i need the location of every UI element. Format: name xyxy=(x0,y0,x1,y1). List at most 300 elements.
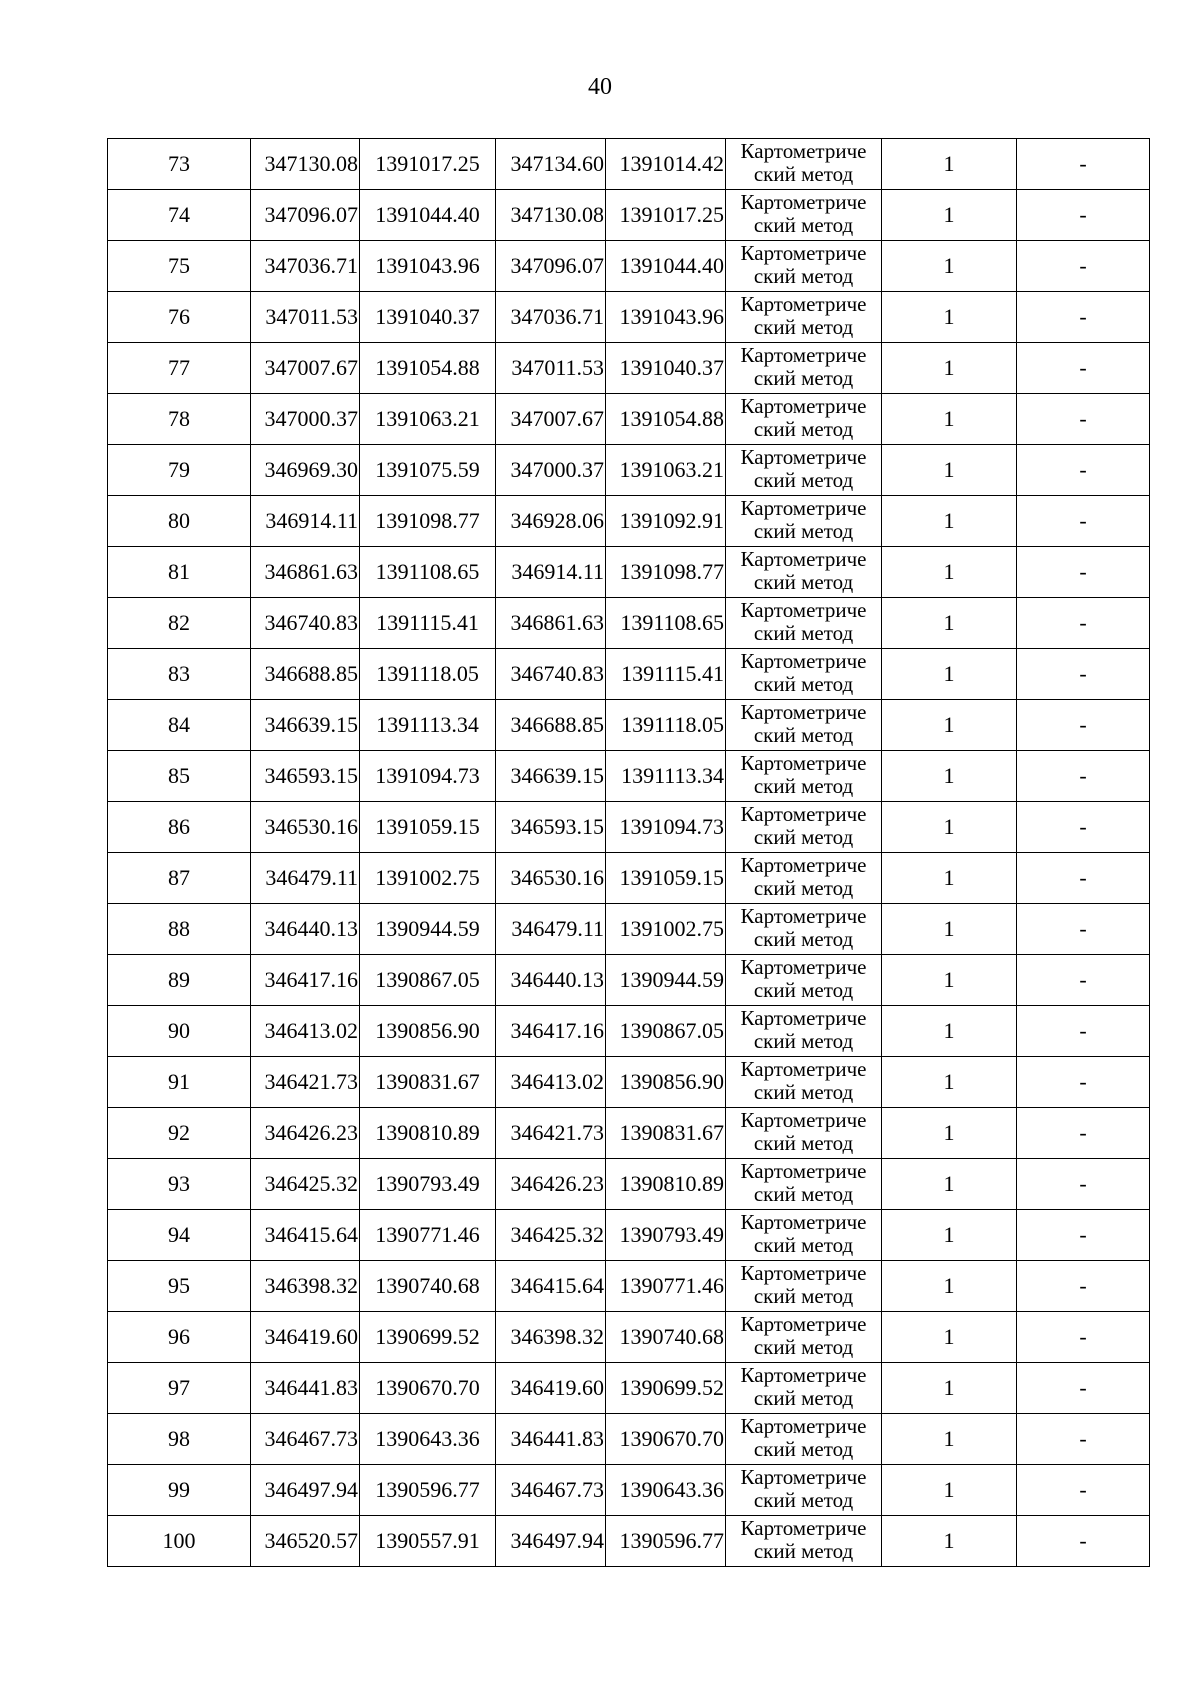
table-body xyxy=(108,139,1150,1567)
prev-y-coordinate-cell: 1390670.70 xyxy=(606,1414,726,1465)
accuracy-cell: 1 xyxy=(882,1516,1017,1567)
point-number-cell: 91 xyxy=(108,1057,251,1108)
method-line-1: Картометриче xyxy=(740,802,867,826)
point-number-cell: 98 xyxy=(108,1414,251,1465)
accuracy-cell: 1 xyxy=(882,904,1017,955)
prev-y-coordinate-cell: 1391014.42 xyxy=(606,139,726,190)
y-coordinate-cell: 1391118.05 xyxy=(360,649,496,700)
y-coordinate-cell: 1391075.59 xyxy=(360,445,496,496)
prev-y-coordinate-cell: 1391054.88 xyxy=(606,394,726,445)
method-cell xyxy=(726,445,882,496)
prev-x-coordinate-cell: 347007.67 xyxy=(496,394,606,445)
method-line-2: ский метод xyxy=(753,213,854,237)
table-row xyxy=(108,1465,1150,1516)
method-line-2: ский метод xyxy=(753,621,854,645)
x-coordinate-cell: 346421.73 xyxy=(251,1057,360,1108)
method-cell xyxy=(726,1312,882,1363)
method-line-2: ский метод xyxy=(753,519,854,543)
prev-x-coordinate-cell: 346413.02 xyxy=(496,1057,606,1108)
prev-y-coordinate-cell: 1390810.89 xyxy=(606,1159,726,1210)
prev-x-coordinate-cell: 346914.11 xyxy=(496,547,606,598)
y-coordinate-cell: 1391059.15 xyxy=(360,802,496,853)
prev-y-coordinate-cell: 1391098.77 xyxy=(606,547,726,598)
x-coordinate-cell: 346413.02 xyxy=(251,1006,360,1057)
method-line-1: Картометриче xyxy=(740,1261,867,1285)
method-line-2: ский метод xyxy=(753,315,854,339)
x-coordinate-cell: 347011.53 xyxy=(251,292,360,343)
y-coordinate-cell: 1390793.49 xyxy=(360,1159,496,1210)
method-cell xyxy=(726,751,882,802)
prev-y-coordinate-cell: 1391017.25 xyxy=(606,190,726,241)
note-cell: - xyxy=(1017,547,1150,598)
accuracy-cell: 1 xyxy=(882,1465,1017,1516)
prev-x-coordinate-cell: 346419.60 xyxy=(496,1363,606,1414)
method-line-1: Картометриче xyxy=(740,853,867,877)
table-row xyxy=(108,598,1150,649)
method-line-1: Картометриче xyxy=(740,1465,867,1489)
method-line-2: ский метод xyxy=(753,570,854,594)
method-line-1: Картометриче xyxy=(740,955,867,979)
x-coordinate-cell: 346914.11 xyxy=(251,496,360,547)
note-cell: - xyxy=(1017,1261,1150,1312)
method-line-1: Картометриче xyxy=(740,190,867,214)
prev-x-coordinate-cell: 346421.73 xyxy=(496,1108,606,1159)
x-coordinate-cell: 346440.13 xyxy=(251,904,360,955)
method-line-2: ский метод xyxy=(753,366,854,390)
table-row xyxy=(108,496,1150,547)
y-coordinate-cell: 1390740.68 xyxy=(360,1261,496,1312)
method-cell xyxy=(726,1414,882,1465)
prev-x-coordinate-cell: 346441.83 xyxy=(496,1414,606,1465)
prev-x-coordinate-cell: 346398.32 xyxy=(496,1312,606,1363)
prev-x-coordinate-cell: 347134.60 xyxy=(496,139,606,190)
prev-y-coordinate-cell: 1391043.96 xyxy=(606,292,726,343)
table-row xyxy=(108,1363,1150,1414)
table-row xyxy=(108,1159,1150,1210)
point-number-cell: 99 xyxy=(108,1465,251,1516)
method-line-1: Картометриче xyxy=(740,1057,867,1081)
table-row xyxy=(108,394,1150,445)
method-cell xyxy=(726,343,882,394)
table-row xyxy=(108,1057,1150,1108)
method-line-2: ский метод xyxy=(753,1386,854,1410)
method-line-1: Картометриче xyxy=(740,445,867,469)
prev-y-coordinate-cell: 1390867.05 xyxy=(606,1006,726,1057)
accuracy-cell: 1 xyxy=(882,1006,1017,1057)
method-line-1: Картометриче xyxy=(740,649,867,673)
y-coordinate-cell: 1390810.89 xyxy=(360,1108,496,1159)
table-row xyxy=(108,547,1150,598)
table-row xyxy=(108,190,1150,241)
method-line-1: Картометриче xyxy=(740,1312,867,1336)
y-coordinate-cell: 1391115.41 xyxy=(360,598,496,649)
accuracy-cell: 1 xyxy=(882,1414,1017,1465)
method-line-2: ский метод xyxy=(753,1539,854,1563)
point-number-cell: 84 xyxy=(108,700,251,751)
accuracy-cell: 1 xyxy=(882,496,1017,547)
prev-y-coordinate-cell: 1391118.05 xyxy=(606,700,726,751)
x-coordinate-cell: 346415.64 xyxy=(251,1210,360,1261)
point-number-cell: 100 xyxy=(108,1516,251,1567)
method-line-2: ский метод xyxy=(753,1080,854,1104)
prev-x-coordinate-cell: 346479.11 xyxy=(496,904,606,955)
accuracy-cell: 1 xyxy=(882,802,1017,853)
method-cell xyxy=(726,496,882,547)
x-coordinate-cell: 346419.60 xyxy=(251,1312,360,1363)
method-line-2: ский метод xyxy=(753,417,854,441)
method-cell xyxy=(726,853,882,904)
point-number-cell: 75 xyxy=(108,241,251,292)
method-cell xyxy=(726,904,882,955)
note-cell: - xyxy=(1017,445,1150,496)
point-number-cell: 92 xyxy=(108,1108,251,1159)
accuracy-cell: 1 xyxy=(882,445,1017,496)
accuracy-cell: 1 xyxy=(882,751,1017,802)
note-cell: - xyxy=(1017,751,1150,802)
point-number-cell: 82 xyxy=(108,598,251,649)
method-line-1: Картометриче xyxy=(740,1210,867,1234)
y-coordinate-cell: 1390771.46 xyxy=(360,1210,496,1261)
point-number-cell: 95 xyxy=(108,1261,251,1312)
table-row xyxy=(108,955,1150,1006)
accuracy-cell: 1 xyxy=(882,853,1017,904)
prev-y-coordinate-cell: 1391113.34 xyxy=(606,751,726,802)
x-coordinate-cell: 346530.16 xyxy=(251,802,360,853)
note-cell: - xyxy=(1017,1414,1150,1465)
prev-y-coordinate-cell: 1391059.15 xyxy=(606,853,726,904)
prev-y-coordinate-cell: 1390699.52 xyxy=(606,1363,726,1414)
x-coordinate-cell: 346426.23 xyxy=(251,1108,360,1159)
note-cell: - xyxy=(1017,343,1150,394)
point-number-cell: 89 xyxy=(108,955,251,1006)
method-line-2: ский метод xyxy=(753,1488,854,1512)
x-coordinate-cell: 347007.67 xyxy=(251,343,360,394)
accuracy-cell: 1 xyxy=(882,700,1017,751)
method-line-1: Картометриче xyxy=(740,1159,867,1183)
method-cell xyxy=(726,139,882,190)
accuracy-cell: 1 xyxy=(882,1057,1017,1108)
method-cell xyxy=(726,1210,882,1261)
note-cell: - xyxy=(1017,1057,1150,1108)
method-line-2: ский метод xyxy=(753,927,854,951)
y-coordinate-cell: 1391043.96 xyxy=(360,241,496,292)
prev-y-coordinate-cell: 1391063.21 xyxy=(606,445,726,496)
x-coordinate-cell: 346398.32 xyxy=(251,1261,360,1312)
prev-x-coordinate-cell: 346928.06 xyxy=(496,496,606,547)
y-coordinate-cell: 1391040.37 xyxy=(360,292,496,343)
prev-x-coordinate-cell: 346425.32 xyxy=(496,1210,606,1261)
point-number-cell: 74 xyxy=(108,190,251,241)
accuracy-cell: 1 xyxy=(882,292,1017,343)
x-coordinate-cell: 346520.57 xyxy=(251,1516,360,1567)
prev-y-coordinate-cell: 1390831.67 xyxy=(606,1108,726,1159)
note-cell: - xyxy=(1017,1312,1150,1363)
note-cell: - xyxy=(1017,649,1150,700)
note-cell: - xyxy=(1017,241,1150,292)
note-cell: - xyxy=(1017,598,1150,649)
method-cell xyxy=(726,394,882,445)
method-line-2: ский метод xyxy=(753,468,854,492)
method-cell xyxy=(726,241,882,292)
x-coordinate-cell: 346969.30 xyxy=(251,445,360,496)
prev-x-coordinate-cell: 346639.15 xyxy=(496,751,606,802)
y-coordinate-cell: 1391113.34 xyxy=(360,700,496,751)
y-coordinate-cell: 1390557.91 xyxy=(360,1516,496,1567)
prev-x-coordinate-cell: 346440.13 xyxy=(496,955,606,1006)
x-coordinate-cell: 346688.85 xyxy=(251,649,360,700)
x-coordinate-cell: 347130.08 xyxy=(251,139,360,190)
table-row xyxy=(108,445,1150,496)
method-line-2: ский метод xyxy=(753,1335,854,1359)
table-row xyxy=(108,904,1150,955)
prev-y-coordinate-cell: 1390771.46 xyxy=(606,1261,726,1312)
x-coordinate-cell: 346593.15 xyxy=(251,751,360,802)
prev-x-coordinate-cell: 347130.08 xyxy=(496,190,606,241)
point-number-cell: 96 xyxy=(108,1312,251,1363)
point-number-cell: 94 xyxy=(108,1210,251,1261)
method-line-2: ский метод xyxy=(753,825,854,849)
prev-y-coordinate-cell: 1390643.36 xyxy=(606,1465,726,1516)
table-row xyxy=(108,343,1150,394)
x-coordinate-cell: 346861.63 xyxy=(251,547,360,598)
accuracy-cell: 1 xyxy=(882,1312,1017,1363)
point-number-cell: 86 xyxy=(108,802,251,853)
prev-x-coordinate-cell: 346467.73 xyxy=(496,1465,606,1516)
point-number-cell: 85 xyxy=(108,751,251,802)
method-line-1: Картометриче xyxy=(740,598,867,622)
point-number-cell: 88 xyxy=(108,904,251,955)
method-line-2: ский метод xyxy=(753,1131,854,1155)
accuracy-cell: 1 xyxy=(882,649,1017,700)
table-row xyxy=(108,1108,1150,1159)
prev-y-coordinate-cell: 1390596.77 xyxy=(606,1516,726,1567)
note-cell: - xyxy=(1017,394,1150,445)
prev-x-coordinate-cell: 346530.16 xyxy=(496,853,606,904)
note-cell: - xyxy=(1017,802,1150,853)
method-line-2: ский метод xyxy=(753,1284,854,1308)
note-cell: - xyxy=(1017,1465,1150,1516)
accuracy-cell: 1 xyxy=(882,343,1017,394)
point-number-cell: 79 xyxy=(108,445,251,496)
method-line-1: Картометриче xyxy=(740,1006,867,1030)
accuracy-cell: 1 xyxy=(882,190,1017,241)
accuracy-cell: 1 xyxy=(882,1108,1017,1159)
prev-y-coordinate-cell: 1391044.40 xyxy=(606,241,726,292)
accuracy-cell: 1 xyxy=(882,1159,1017,1210)
prev-x-coordinate-cell: 347000.37 xyxy=(496,445,606,496)
note-cell: - xyxy=(1017,190,1150,241)
method-line-2: ский метод xyxy=(753,1437,854,1461)
prev-y-coordinate-cell: 1390740.68 xyxy=(606,1312,726,1363)
note-cell: - xyxy=(1017,1516,1150,1567)
y-coordinate-cell: 1390831.67 xyxy=(360,1057,496,1108)
note-cell: - xyxy=(1017,904,1150,955)
x-coordinate-cell: 346441.83 xyxy=(251,1363,360,1414)
y-coordinate-cell: 1391054.88 xyxy=(360,343,496,394)
point-number-cell: 83 xyxy=(108,649,251,700)
method-cell xyxy=(726,1261,882,1312)
method-cell xyxy=(726,1108,882,1159)
note-cell: - xyxy=(1017,1159,1150,1210)
table-row xyxy=(108,292,1150,343)
point-number-cell: 77 xyxy=(108,343,251,394)
table-row xyxy=(108,139,1150,190)
y-coordinate-cell: 1390867.05 xyxy=(360,955,496,1006)
y-coordinate-cell: 1390670.70 xyxy=(360,1363,496,1414)
method-line-2: ский метод xyxy=(753,1182,854,1206)
method-line-2: ский метод xyxy=(753,978,854,1002)
method-line-1: Картометриче xyxy=(740,394,867,418)
method-line-1: Картометриче xyxy=(740,547,867,571)
y-coordinate-cell: 1391098.77 xyxy=(360,496,496,547)
method-line-2: ский метод xyxy=(753,723,854,747)
prev-x-coordinate-cell: 346415.64 xyxy=(496,1261,606,1312)
method-cell xyxy=(726,292,882,343)
x-coordinate-cell: 347000.37 xyxy=(251,394,360,445)
prev-x-coordinate-cell: 346688.85 xyxy=(496,700,606,751)
table-row xyxy=(108,1006,1150,1057)
x-coordinate-cell: 346497.94 xyxy=(251,1465,360,1516)
accuracy-cell: 1 xyxy=(882,955,1017,1006)
accuracy-cell: 1 xyxy=(882,547,1017,598)
y-coordinate-cell: 1390944.59 xyxy=(360,904,496,955)
y-coordinate-cell: 1390643.36 xyxy=(360,1414,496,1465)
method-line-2: ский метод xyxy=(753,1029,854,1053)
note-cell: - xyxy=(1017,853,1150,904)
method-line-1: Картометриче xyxy=(740,1363,867,1387)
table-row xyxy=(108,1261,1150,1312)
method-line-1: Картометриче xyxy=(740,343,867,367)
table-row xyxy=(108,700,1150,751)
method-line-2: ский метод xyxy=(753,876,854,900)
prev-y-coordinate-cell: 1391092.91 xyxy=(606,496,726,547)
x-coordinate-cell: 346425.32 xyxy=(251,1159,360,1210)
method-cell xyxy=(726,1465,882,1516)
prev-y-coordinate-cell: 1391115.41 xyxy=(606,649,726,700)
accuracy-cell: 1 xyxy=(882,1210,1017,1261)
prev-x-coordinate-cell: 347011.53 xyxy=(496,343,606,394)
method-cell xyxy=(726,547,882,598)
x-coordinate-cell: 347096.07 xyxy=(251,190,360,241)
x-coordinate-cell: 346479.11 xyxy=(251,853,360,904)
y-coordinate-cell: 1391002.75 xyxy=(360,853,496,904)
method-line-1: Картометриче xyxy=(740,292,867,316)
table-row xyxy=(108,751,1150,802)
note-cell: - xyxy=(1017,1363,1150,1414)
method-line-1: Картометриче xyxy=(740,700,867,724)
point-number-cell: 93 xyxy=(108,1159,251,1210)
x-coordinate-cell: 346740.83 xyxy=(251,598,360,649)
note-cell: - xyxy=(1017,1210,1150,1261)
y-coordinate-cell: 1391094.73 xyxy=(360,751,496,802)
table-row xyxy=(108,241,1150,292)
coordinates-table xyxy=(107,138,1150,1567)
prev-x-coordinate-cell: 347096.07 xyxy=(496,241,606,292)
y-coordinate-cell: 1391017.25 xyxy=(360,139,496,190)
method-cell xyxy=(726,1057,882,1108)
table-row xyxy=(108,649,1150,700)
y-coordinate-cell: 1391108.65 xyxy=(360,547,496,598)
table-row xyxy=(108,1516,1150,1567)
note-cell: - xyxy=(1017,292,1150,343)
method-line-2: ский метод xyxy=(753,672,854,696)
method-cell xyxy=(726,1006,882,1057)
method-line-1: Картометриче xyxy=(740,1108,867,1132)
point-number-cell: 81 xyxy=(108,547,251,598)
y-coordinate-cell: 1391044.40 xyxy=(360,190,496,241)
prev-x-coordinate-cell: 347036.71 xyxy=(496,292,606,343)
table-row xyxy=(108,1312,1150,1363)
prev-x-coordinate-cell: 346417.16 xyxy=(496,1006,606,1057)
prev-x-coordinate-cell: 346861.63 xyxy=(496,598,606,649)
method-line-2: ский метод xyxy=(753,162,854,186)
x-coordinate-cell: 346467.73 xyxy=(251,1414,360,1465)
method-cell xyxy=(726,1159,882,1210)
note-cell: - xyxy=(1017,1006,1150,1057)
note-cell: - xyxy=(1017,955,1150,1006)
point-number-cell: 97 xyxy=(108,1363,251,1414)
point-number-cell: 87 xyxy=(108,853,251,904)
prev-y-coordinate-cell: 1390944.59 xyxy=(606,955,726,1006)
method-cell xyxy=(726,1516,882,1567)
prev-y-coordinate-cell: 1391040.37 xyxy=(606,343,726,394)
table-row xyxy=(108,853,1150,904)
accuracy-cell: 1 xyxy=(882,598,1017,649)
method-cell xyxy=(726,649,882,700)
method-cell xyxy=(726,190,882,241)
note-cell: - xyxy=(1017,139,1150,190)
method-line-2: ский метод xyxy=(753,1233,854,1257)
table-row xyxy=(108,1414,1150,1465)
y-coordinate-cell: 1390596.77 xyxy=(360,1465,496,1516)
method-cell xyxy=(726,802,882,853)
prev-y-coordinate-cell: 1390793.49 xyxy=(606,1210,726,1261)
prev-y-coordinate-cell: 1391002.75 xyxy=(606,904,726,955)
y-coordinate-cell: 1390699.52 xyxy=(360,1312,496,1363)
accuracy-cell: 1 xyxy=(882,1363,1017,1414)
method-line-2: ский метод xyxy=(753,264,854,288)
x-coordinate-cell: 346639.15 xyxy=(251,700,360,751)
method-line-1: Картометриче xyxy=(740,496,867,520)
prev-y-coordinate-cell: 1391108.65 xyxy=(606,598,726,649)
page-number: 40 xyxy=(588,74,612,100)
method-line-1: Картометриче xyxy=(740,139,867,163)
point-number-cell: 80 xyxy=(108,496,251,547)
method-line-1: Картометриче xyxy=(740,1516,867,1540)
point-number-cell: 78 xyxy=(108,394,251,445)
method-cell xyxy=(726,598,882,649)
point-number-cell: 73 xyxy=(108,139,251,190)
method-cell xyxy=(726,700,882,751)
accuracy-cell: 1 xyxy=(882,1261,1017,1312)
table-row xyxy=(108,1210,1150,1261)
accuracy-cell: 1 xyxy=(882,139,1017,190)
method-cell xyxy=(726,955,882,1006)
point-number-cell: 76 xyxy=(108,292,251,343)
accuracy-cell: 1 xyxy=(882,241,1017,292)
note-cell: - xyxy=(1017,1108,1150,1159)
prev-y-coordinate-cell: 1391094.73 xyxy=(606,802,726,853)
prev-x-coordinate-cell: 346426.23 xyxy=(496,1159,606,1210)
accuracy-cell: 1 xyxy=(882,394,1017,445)
method-line-1: Картометриче xyxy=(740,751,867,775)
x-coordinate-cell: 346417.16 xyxy=(251,955,360,1006)
x-coordinate-cell: 347036.71 xyxy=(251,241,360,292)
note-cell: - xyxy=(1017,496,1150,547)
note-cell: - xyxy=(1017,700,1150,751)
table-row xyxy=(108,802,1150,853)
prev-x-coordinate-cell: 346740.83 xyxy=(496,649,606,700)
